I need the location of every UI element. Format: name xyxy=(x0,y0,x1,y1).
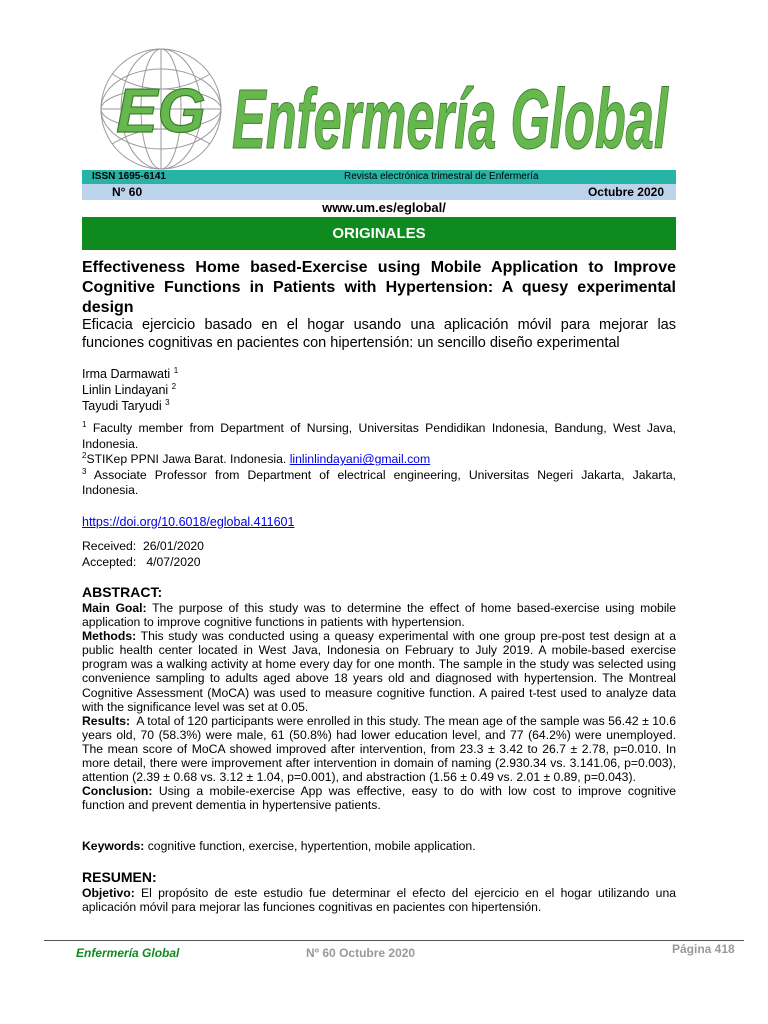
author: Irma Darmawati $^1$ xyxy=(82,365,179,381)
article-dates xyxy=(82,539,204,570)
resumen-heading: RESUMEN: xyxy=(82,869,157,885)
doi-link[interactable]: https://doi.org/10.6018/eglobal.411601 xyxy=(82,515,295,529)
journal-logo-globe xyxy=(92,44,230,174)
resumen-body xyxy=(82,886,676,914)
journal-tagline: Revista electrónica trimestral de Enfermería xyxy=(344,171,539,182)
accepted-date: Accepted: 4/07/2020 xyxy=(82,554,201,569)
journal-masthead xyxy=(232,50,672,168)
article-title-en: Effectiveness Home based-Exercise using Mobile Application to Improve Cognitive Functions in Patients with Hypertension: A quesy experimental design xyxy=(82,259,676,316)
page-number: Página 418 xyxy=(672,942,735,956)
resumen-objetivo: Objetivo: El propósito de este estudio fue determinar el efecto del ejercicio en el hogar utilizando una aplicación móvil para mejorar las funciones cognitivas en pacientes con hipertensión. xyxy=(82,886,677,915)
affiliations xyxy=(82,421,676,499)
received-date: Received: 26/01/2020 xyxy=(82,539,204,553)
abstract-conclusion: Conclusion: Using a mobile-exercise App was effective, easy to do with low cost to improve cognitive function and prevent dementia in hypertensive patients. xyxy=(82,784,677,813)
abstract-results: Results: A total of 120 participants were enrolled in this study. The mean age of the sample was 56.42 ± 10.6 years old, 70 (58.3%) were male, 61 (50.8%) had lower education level, and 77 (64.2%) were unemployed. The mean score of MoCA showed improved after intervention, from 23.3 ± 3.42 to 26.7 ± 2.78, p=0.010. In more detail, there were improvement after intervention in domain of naming (2.930.34 vs. 3.141.06, p=0.003), attention (2.39 ± 0.68 vs. 3.12 ± 1.04, p=0.001), and abstraction (1.56 ± 0.49 vs. 2.01 ± 0.89, p=0.043). xyxy=(82,713,676,785)
abstract-goal: Main Goal: The purpose of this study was to determine the effect of home based-exercise using mobile application to improve cognitive functions in patients with hypertension. xyxy=(82,601,677,630)
abstract-methods: Methods: This study was conducted using a queasy experimental with one group pre-post test design at a public health center located in West Java, Indonesia on February to July 2019. A mobile-based exercise program was a walking activity at home every day for one month. The sample in the study was selected using convenience sampling to adults aged above 18 years old and diagnosed with hypertension. The Montreal Cognitive Assessment (MoCA) was used to measure cognitive function. A paired t-test used to analyze data with the significance level was set at 0.05. xyxy=(82,629,676,714)
journal-name: Enfermería Global xyxy=(232,72,669,166)
footer-issue: Nº 60 Octubre 2020 xyxy=(306,946,416,960)
logo-letters: EG xyxy=(116,77,206,146)
issn: ISSN 1695-6141 xyxy=(92,171,166,182)
issue-bar xyxy=(82,184,676,200)
email-link[interactable]: linlinlindayani@gmail.com xyxy=(289,452,431,467)
keywords: Keywords: cognitive function, exercise, hypertention, mobile application. xyxy=(82,839,476,853)
journal-url[interactable]: www.um.es/eglobal/ xyxy=(322,200,446,215)
abstract-body xyxy=(82,601,676,812)
author: Linlin Lindayani $^2$ xyxy=(82,381,177,397)
footer-journal-name: Enfermería Global xyxy=(76,946,180,960)
author-list xyxy=(82,366,482,414)
abstract-heading: ABSTRACT: xyxy=(82,584,163,600)
section-banner: ORIGINALES xyxy=(82,217,676,250)
author: Tayudi Taryudi $^3$ xyxy=(82,397,170,413)
footer-divider xyxy=(44,940,744,941)
affiliation-1: $^1$ Faculty member from Department of Nursing, Universitas Pendidikan Indonesia, Bandung, West Java, Indonesia. xyxy=(82,419,676,451)
article-title-es: Eficacia ejercicio basado en el hogar usando una aplicación móvil para mejorar las funciones cognitivas en pacientes con hipertensión: un sencillo diseño experimental xyxy=(82,317,676,351)
issn-bar xyxy=(82,170,676,184)
affiliation-2: $^2$STIKep PPNI Jawa Barat. Indonesia. linlinlindayani@gmail.com xyxy=(82,451,431,467)
issue-date: Octubre 2020 xyxy=(587,185,664,199)
issue-number: N° 60 xyxy=(112,185,143,199)
affiliation-3: $^3$ Associate Professor from Department of electrical engineering, Universitas Negeri Jakarta, Jakarta, Indonesia. xyxy=(82,466,676,498)
